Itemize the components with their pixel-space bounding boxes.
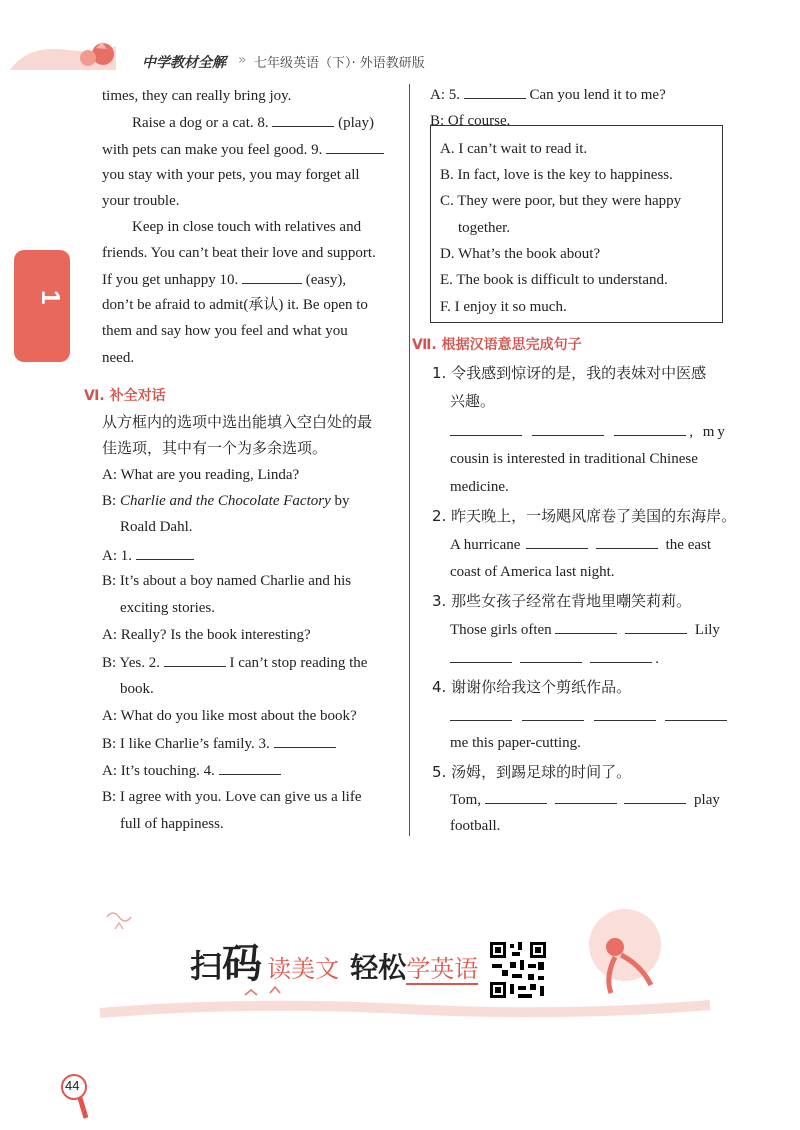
blank-10[interactable] — [242, 269, 302, 284]
blank-q5a[interactable] — [485, 789, 547, 804]
question-1-prompt-cont: 兴趣。 — [450, 392, 496, 410]
answer-text: , my — [689, 424, 728, 440]
passage-line: times, they can really bring joy. — [102, 88, 292, 104]
question-1-prompt: 1. 令我感到惊讶的是，我的表妹对中医感 — [432, 364, 707, 382]
dialogue-line — [102, 760, 281, 781]
answer-text: A hurricane — [450, 537, 521, 553]
blank-q3c[interactable] — [450, 648, 512, 663]
blank-q5c[interactable] — [624, 789, 686, 804]
option-d: D. What’s the book about? — [440, 246, 601, 262]
dialogue-line: full of happiness. — [120, 816, 224, 832]
blank-q1c[interactable] — [614, 421, 686, 436]
banner-word-2: 码 — [222, 941, 263, 987]
dialogue-line: A: What are you reading, Linda? — [102, 467, 300, 483]
banner-slogan — [190, 932, 478, 989]
section-7-title: Ⅶ. 根据汉语意思完成句子 — [412, 337, 582, 353]
blank-q3d[interactable] — [520, 648, 582, 663]
question-1-line: medicine. — [450, 479, 509, 495]
passage-line: don’t be afraid to admit(承认) it. Be open to — [102, 297, 368, 313]
dialogue-text: A: 5. — [430, 87, 460, 103]
dialogue-line — [430, 84, 666, 105]
passage-line: need. — [102, 350, 135, 366]
answer-text: play — [694, 792, 720, 808]
question-4-line: me this paper-cutting. — [450, 735, 581, 751]
dialogue-line — [102, 545, 194, 566]
question-2-prompt: 2. 昨天晚上，一场飓风席卷了美国的东海岸。 — [432, 507, 737, 525]
dialogue-line: A: Really? Is the book interesting? — [102, 627, 311, 643]
passage-line — [102, 269, 346, 290]
option-a: A. I can’t wait to read it. — [440, 141, 588, 157]
blank-q3b[interactable] — [625, 619, 687, 634]
blank-q4c[interactable] — [594, 706, 656, 721]
passage-line: them and say how you feel and what you — [102, 323, 348, 339]
blank-5[interactable] — [464, 84, 526, 99]
dialogue-line: book. — [120, 681, 154, 697]
option-e: E. The book is difficult to understand. — [440, 272, 668, 288]
answer-text: Those girls often — [450, 622, 552, 638]
passage-line: Keep in close touch with relatives and — [132, 219, 362, 235]
book-title: Charlie and the Chocolate Factory — [119, 493, 331, 509]
dialogue-text: B: Yes. 2. — [102, 655, 160, 671]
question-1-answer — [450, 421, 728, 442]
banner-word-4: 轻松 — [350, 951, 407, 984]
question-3-prompt: 3. 那些女孩子经常在背地里嘲笑莉莉。 — [432, 592, 692, 610]
banner-word-3: 读美文 — [267, 955, 340, 983]
blank-9[interactable] — [326, 139, 384, 154]
question-4-answer — [450, 706, 727, 727]
blank-1[interactable] — [136, 545, 194, 560]
blank-q1b[interactable] — [532, 421, 604, 436]
dialogue-line: B: Of course. — [430, 113, 511, 129]
blank-q5b[interactable] — [555, 789, 617, 804]
blank-q4d[interactable] — [665, 706, 727, 721]
passage-line — [102, 139, 384, 160]
blank-q2b[interactable] — [596, 534, 658, 549]
column-divider — [409, 84, 410, 836]
dialogue-text: I can’t stop reading the — [229, 655, 368, 671]
dialogue-line: Roald Dahl. — [120, 519, 193, 535]
page-number: 44 — [65, 1078, 80, 1093]
blank-3[interactable] — [274, 733, 336, 748]
blank-q4a[interactable] — [450, 706, 512, 721]
answer-text: Lily — [694, 622, 720, 638]
dialogue-text: Can you lend it to me? — [529, 87, 666, 103]
dialogue-line: B: I agree with you. Love can give us a life — [102, 789, 362, 805]
answer-text: . — [655, 651, 659, 667]
blank-q3a[interactable] — [555, 619, 617, 634]
header-brand: 中学教材全解 — [142, 55, 226, 71]
dialogue-text: A: It’s touching. 4. — [102, 763, 215, 779]
dialogue-line — [102, 733, 336, 754]
dialogue-line: B: It’s about a boy named Charlie and his — [102, 573, 352, 589]
dialogue-line — [102, 652, 367, 673]
blank-8[interactable] — [272, 112, 334, 127]
question-4-prompt: 4. 谢谢你给我这个剪纸作品。 — [432, 678, 632, 696]
blank-2[interactable] — [164, 652, 226, 667]
dialogue-text: B: I like Charlie’s family. 3. — [102, 736, 270, 752]
instruction-line: 佳选项，其中有一个为多余选项。 — [102, 439, 328, 457]
question-3-answer — [450, 619, 720, 640]
blank-q3e[interactable] — [590, 648, 652, 663]
question-5-prompt: 5. 汤姆，到踢足球的时间了。 — [432, 763, 632, 781]
passage-text: (easy), — [305, 272, 347, 288]
dialogue-line: exciting stories. — [120, 600, 215, 616]
question-1-line: cousin is interested in traditional Chinese — [450, 451, 698, 467]
speaker-b: B: — [102, 493, 117, 509]
dialogue-text: A: 1. — [102, 548, 132, 564]
option-b: B. In fact, love is the key to happiness. — [440, 167, 673, 183]
question-5-answer — [450, 789, 720, 810]
qr-code[interactable] — [488, 940, 548, 1000]
option-c-cont: together. — [458, 220, 511, 236]
dialogue-line — [102, 491, 350, 511]
dialogue-line: A: What do you like most about the book? — [102, 708, 357, 724]
question-2-line: coast of America last night. — [450, 564, 615, 580]
instruction-line: 从方框内的选项中选出能填入空白处的最 — [102, 413, 373, 431]
question-5-line: football. — [450, 818, 501, 834]
unit-word: Unit — [67, 286, 84, 315]
option-f: F. I enjoy it so much. — [440, 299, 567, 315]
header-arrow: » — [238, 52, 247, 68]
banner-word-1: 扫 — [190, 947, 223, 985]
blank-q1a[interactable] — [450, 421, 522, 436]
unit-tab-text — [0, 286, 84, 326]
blank-q2a[interactable] — [526, 534, 588, 549]
passage-line — [132, 112, 374, 133]
header-subject: 七年级英语（下）· 外语教研版 — [254, 56, 425, 71]
question-3-answer-line2 — [450, 648, 659, 669]
section-6-title: Ⅵ. 补全对话 — [84, 388, 166, 404]
blank-q4b[interactable] — [522, 706, 584, 721]
passage-line: friends. You can’t beat their love and support. — [102, 245, 376, 261]
unit-number: 1 — [36, 290, 66, 305]
banner-word-5: 学英语 — [406, 955, 479, 983]
passage-line: you stay with your pets, you may forget all — [102, 167, 360, 183]
question-2-answer — [450, 534, 711, 555]
answer-text: the east — [665, 537, 712, 553]
option-c: C. They were poor, but they were happy — [440, 193, 682, 209]
passage-text: If you get unhappy 10. — [102, 272, 239, 288]
answer-text: Tom, — [450, 792, 482, 808]
passage-line: your trouble. — [102, 193, 180, 209]
unit-side-tab — [14, 250, 84, 362]
header-decoration — [8, 40, 118, 72]
passage-text: with pets can make you feel good. 9. — [102, 142, 323, 158]
passage-text: (play) — [338, 115, 374, 131]
dialogue-text: by — [334, 493, 350, 509]
passage-text: Raise a dog or a cat. 8. — [132, 115, 269, 131]
blank-4[interactable] — [219, 760, 281, 775]
